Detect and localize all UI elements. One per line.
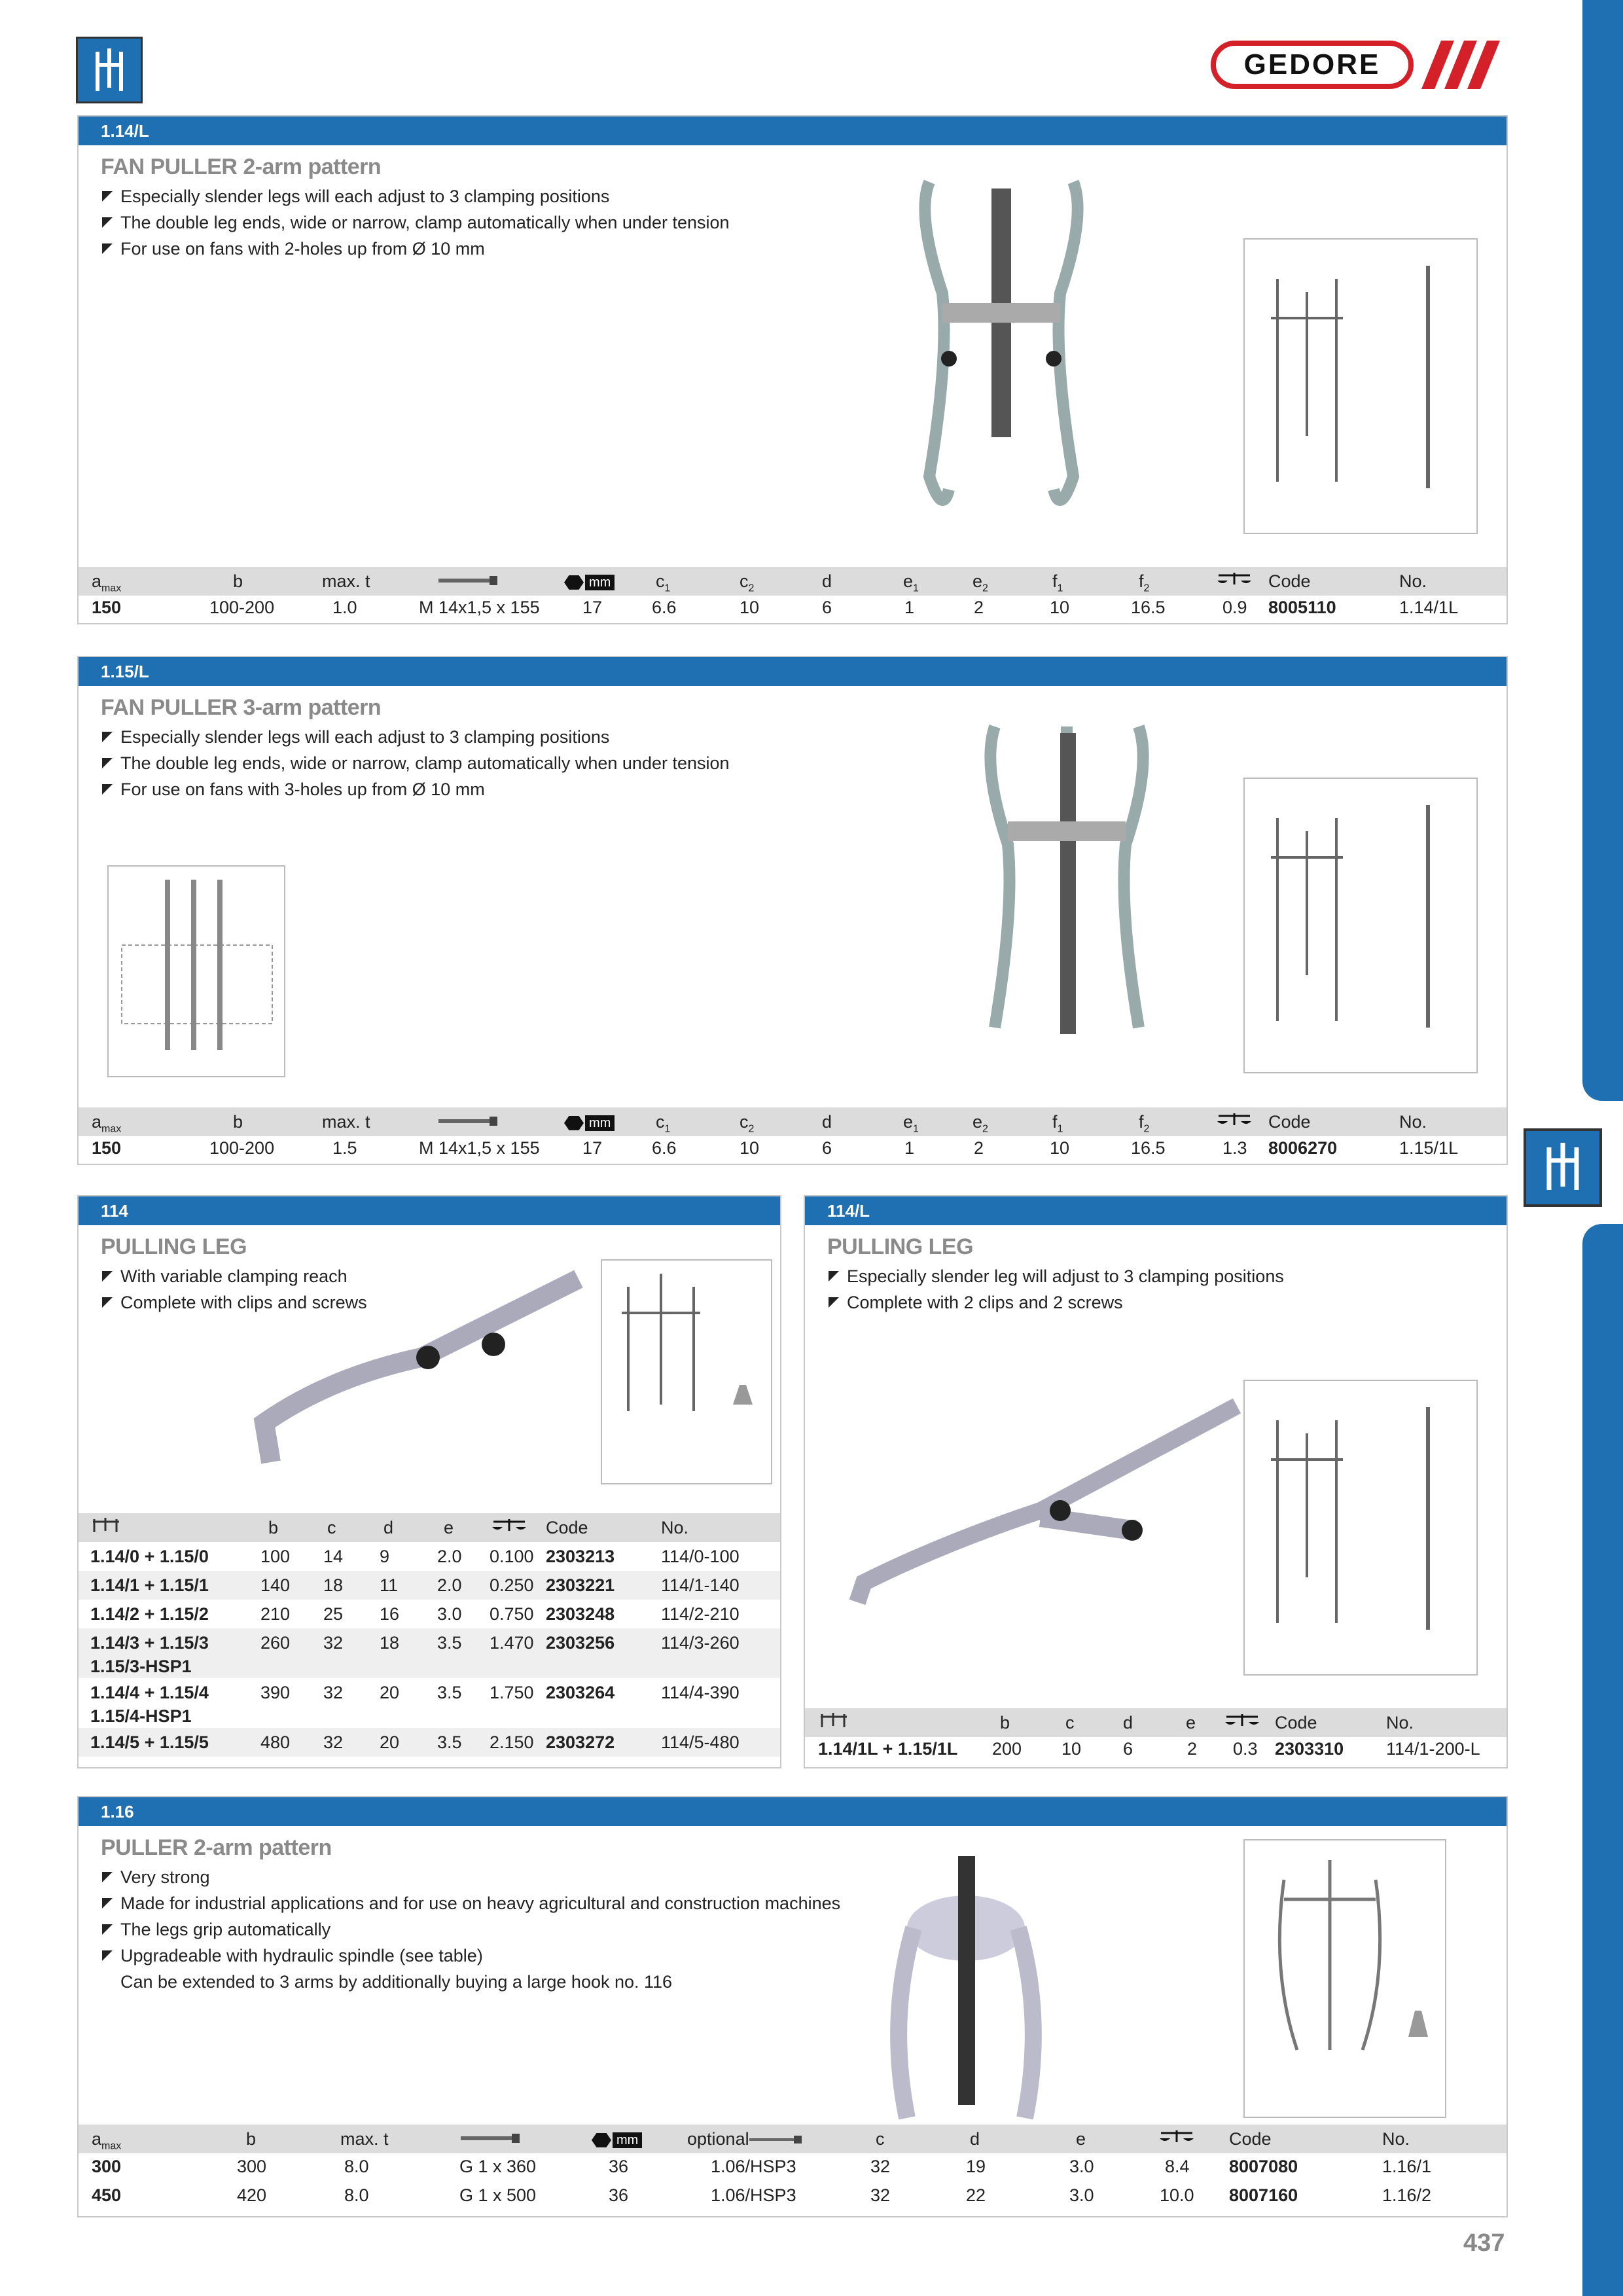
cell-code: 2303310 xyxy=(1275,1739,1344,1759)
spindle-icon xyxy=(438,567,497,596)
product-title: PULLER 2-arm pattern xyxy=(101,1835,332,1860)
header-c1: $c_1$ xyxy=(656,1112,671,1135)
table-row xyxy=(79,1571,780,1600)
cell-weight: 0.250 xyxy=(490,1575,534,1595)
header-no: No. xyxy=(661,1518,689,1537)
technical-drawing xyxy=(1243,1839,1446,2118)
product-photo xyxy=(969,713,1165,1054)
cell-weight: 0.9 xyxy=(1222,598,1247,617)
cell-c2: 10 xyxy=(740,598,760,617)
header-amax: $a_{max}$ xyxy=(92,1112,122,1135)
table-header xyxy=(79,1107,1507,1136)
cell-weight: 1.750 xyxy=(490,1683,534,1702)
header-f1: $f_1$ xyxy=(1052,571,1063,594)
cell-d: 6 xyxy=(1123,1739,1133,1759)
header-d: d xyxy=(822,1112,832,1132)
table-header xyxy=(805,1708,1507,1737)
cell-e: 3.0 xyxy=(437,1604,462,1624)
weight-icon xyxy=(491,1513,527,1542)
cell-c: 32 xyxy=(323,1683,344,1702)
cell-amax: 300 xyxy=(92,2157,122,2176)
technical-drawing xyxy=(1243,778,1478,1073)
cell-spindle: M 14x1,5 x 155 xyxy=(419,598,540,617)
section-bar: 114 xyxy=(79,1196,780,1225)
header-c: c xyxy=(1065,1713,1075,1732)
header-b: b xyxy=(233,571,243,591)
spindle-icon xyxy=(438,1107,497,1136)
table-row xyxy=(79,1542,780,1571)
header-e: e xyxy=(1186,1713,1196,1732)
cell-c: 32 xyxy=(870,2185,891,2205)
cell-weight: 8.4 xyxy=(1165,2157,1190,2176)
cell-e2: 2 xyxy=(974,1138,984,1158)
cell-d: 18 xyxy=(380,1633,400,1653)
bullet-item: Very strong xyxy=(101,1864,840,1890)
product-title: PULLING LEG xyxy=(827,1234,974,1259)
bullet-item: The legs grip automatically xyxy=(101,1916,840,1943)
cell-max-t: 1.5 xyxy=(332,1138,357,1158)
header-d: d xyxy=(970,2129,980,2149)
weight-icon xyxy=(1158,2125,1195,2153)
bullet-list xyxy=(101,183,730,262)
header-no: No. xyxy=(1382,2129,1410,2149)
technical-drawing xyxy=(1243,1380,1478,1676)
product-photo xyxy=(903,162,1099,529)
cell-mm: 17 xyxy=(582,598,603,617)
header-c2: $c_2$ xyxy=(740,1112,755,1135)
cell-b: 300 xyxy=(237,2157,267,2176)
header-optional: optional xyxy=(687,2125,802,2153)
cell-d: 20 xyxy=(380,1683,400,1702)
cell-e1: 1 xyxy=(904,598,915,617)
table-header xyxy=(79,1513,780,1542)
cell-e1: 1 xyxy=(904,1138,915,1158)
cell-d: 20 xyxy=(380,1732,400,1752)
side-category-icon xyxy=(1524,1128,1602,1207)
cell-no: 114/5-480 xyxy=(661,1732,740,1752)
table-header xyxy=(79,2125,1507,2153)
section-bar: 1.14/L xyxy=(79,117,1507,145)
technical-drawing xyxy=(1243,238,1478,534)
bullet-item: The double leg ends, wide or narrow, clamp automatically when under tension xyxy=(101,209,730,236)
header-amax: $a_{max}$ xyxy=(92,571,122,594)
header-c: c xyxy=(327,1518,336,1537)
cell-no: 1.15/1L xyxy=(1399,1138,1459,1158)
cell-b: 480 xyxy=(260,1732,291,1752)
cell-e: 2.0 xyxy=(437,1575,462,1595)
bullet-item: Especially slender legs will each adjust to 3 clamping positions xyxy=(101,183,730,209)
section-bar: 1.16 xyxy=(79,1797,1507,1826)
bullet-item: For use on fans with 3-holes up from Ø 10 mm xyxy=(101,776,730,802)
header-f1: $f_1$ xyxy=(1052,1112,1063,1135)
cell-model: 1.14/3 + 1.15/3 xyxy=(90,1633,209,1653)
cell-b: 100 xyxy=(260,1547,291,1566)
cell-e: 3.5 xyxy=(437,1633,462,1653)
sidebar-tab-bottom xyxy=(1582,1224,1623,2296)
cell-c2: 10 xyxy=(740,1138,760,1158)
section-pulling-leg-114L xyxy=(804,1195,1508,1768)
header-b: b xyxy=(233,1112,243,1132)
cell-d: 11 xyxy=(380,1575,399,1595)
header-code: Code xyxy=(1268,571,1311,591)
cell-e: 3.5 xyxy=(437,1732,462,1752)
cell-mm: 17 xyxy=(582,1138,603,1158)
cell-amax: 150 xyxy=(92,598,122,617)
cell-f2: 16.5 xyxy=(1131,1138,1166,1158)
header-amax: $a_{max}$ xyxy=(92,2129,122,2152)
header-b: b xyxy=(246,2129,257,2149)
weight-icon xyxy=(1216,1107,1253,1136)
cell-no: 114/3-260 xyxy=(661,1633,740,1653)
section-bar: 1.15/L xyxy=(79,657,1507,686)
header-no: No. xyxy=(1399,571,1427,591)
bullet-item: For use on fans with 2-holes up from Ø 10 mm xyxy=(101,236,730,262)
cell-weight: 2.150 xyxy=(490,1732,534,1752)
bullet-item: Made for industrial applications and for use on heavy agricultural and construction machines xyxy=(101,1890,840,1916)
cell-d: 6 xyxy=(822,1138,832,1158)
puller-icon xyxy=(818,1708,851,1737)
cell-weight: 1.3 xyxy=(1222,1138,1247,1158)
section-puller-2arm-116 xyxy=(77,1796,1508,2217)
bullet-item: Especially slender leg will adjust to 3 clamping positions xyxy=(827,1263,1284,1289)
cell-model: 1.14/1L + 1.15/1L xyxy=(818,1739,958,1759)
cell-model: 1.14/4 + 1.15/4 xyxy=(90,1683,209,1702)
header-code: Code xyxy=(546,1518,588,1537)
spindle-icon xyxy=(461,2125,520,2153)
cell-no: 114/2-210 xyxy=(661,1604,740,1624)
cell-c: 32 xyxy=(323,1732,344,1752)
category-icon xyxy=(76,37,143,103)
product-photo xyxy=(881,1850,1051,2138)
bullet-list xyxy=(827,1263,1284,1316)
header-code: Code xyxy=(1268,1112,1311,1132)
header-d: d xyxy=(1123,1713,1133,1732)
header-no: No. xyxy=(1399,1112,1427,1132)
bullet-item: With variable clamping reach xyxy=(101,1263,367,1289)
section-bar: 114/L xyxy=(805,1196,1507,1225)
cell-code: 8007080 xyxy=(1229,2157,1298,2176)
cell-model-alt: 1.15/4-HSP1 xyxy=(90,1706,192,1726)
cell-d: 22 xyxy=(966,2185,986,2205)
weight-icon xyxy=(1216,567,1253,596)
cell-weight: 0.3 xyxy=(1233,1739,1258,1759)
cell-no: 1.16/2 xyxy=(1382,2185,1432,2205)
table-row xyxy=(79,2181,1507,2210)
product-photo xyxy=(251,1259,605,1475)
cell-code: 8007160 xyxy=(1229,2185,1298,2205)
table-row xyxy=(805,1734,1507,1763)
cell-c: 14 xyxy=(323,1547,344,1566)
cell-b: 200 xyxy=(992,1739,1022,1759)
cell-e: 3.0 xyxy=(1069,2157,1094,2176)
cell-amax: 150 xyxy=(92,1138,122,1158)
product-title: FAN PULLER 2-arm pattern xyxy=(101,154,382,179)
page-number: 437 xyxy=(1463,2229,1505,2257)
header-d: d xyxy=(383,1518,394,1537)
cell-code: 2303221 xyxy=(546,1575,615,1595)
bullet-list xyxy=(101,724,730,802)
cell-model: 1.14/5 + 1.15/5 xyxy=(90,1732,209,1752)
cell-c: 25 xyxy=(323,1604,344,1624)
section-pulling-leg-114 xyxy=(77,1195,781,1768)
cell-model-alt: 1.15/3-HSP1 xyxy=(90,1657,192,1676)
cell-no: 114/4-390 xyxy=(661,1683,740,1702)
sidebar-tab-top xyxy=(1582,0,1623,1101)
cell-f2: 16.5 xyxy=(1131,598,1166,617)
cell-e: 2.0 xyxy=(437,1547,462,1566)
cell-mm: 36 xyxy=(609,2185,629,2205)
bullet-item: Complete with 2 clips and 2 screws xyxy=(827,1289,1284,1316)
cell-code: 2303272 xyxy=(546,1732,615,1752)
cell-spindle: G 1 x 500 xyxy=(459,2185,537,2205)
cell-no: 1.16/1 xyxy=(1382,2157,1432,2176)
cell-d: 6 xyxy=(822,598,832,617)
table-row xyxy=(79,593,1507,622)
cell-no: 114/1-140 xyxy=(661,1575,740,1595)
cell-mm: 36 xyxy=(609,2157,629,2176)
cell-c1: 6.6 xyxy=(652,1138,677,1158)
header-max-t: max. t xyxy=(322,571,370,591)
cell-spindle: M 14x1,5 x 155 xyxy=(419,1138,540,1158)
cell-optional: 1.06/HSP3 xyxy=(711,2157,796,2176)
cell-code: 2303248 xyxy=(546,1604,615,1624)
cell-spindle: G 1 x 360 xyxy=(459,2157,537,2176)
cell-model: 1.14/0 + 1.15/0 xyxy=(90,1547,209,1566)
cell-d: 16 xyxy=(380,1604,400,1624)
cell-code: 8005110 xyxy=(1268,598,1336,617)
header-code: Code xyxy=(1275,1713,1317,1732)
cell-weight: 1.470 xyxy=(490,1633,534,1653)
table-row xyxy=(79,1600,780,1628)
header-c1: $c_1$ xyxy=(656,571,671,594)
cell-d: 9 xyxy=(380,1547,390,1566)
cell-e: 3.0 xyxy=(1069,2185,1094,2205)
cell-b: 100-200 xyxy=(209,1138,275,1158)
puller-icon xyxy=(90,1513,123,1542)
cell-b: 210 xyxy=(260,1604,291,1624)
cell-code: 2303264 xyxy=(546,1683,615,1702)
cell-max-t: 8.0 xyxy=(344,2157,369,2176)
hex-mm-icon: mm xyxy=(592,2125,642,2153)
bullet-continuation: Can be extended to 3 arms by additionally buying a large hook no. 116 xyxy=(120,1972,673,1992)
cell-b: 420 xyxy=(237,2185,267,2205)
cell-no: 1.14/1L xyxy=(1399,598,1459,617)
cell-optional: 1.06/HSP3 xyxy=(711,2185,796,2205)
bullet-item: Complete with clips and screws xyxy=(101,1289,367,1316)
gedore-logo: GEDORE xyxy=(1211,41,1414,89)
hex-mm-icon: mm xyxy=(564,567,615,596)
cell-model: 1.14/2 + 1.15/2 xyxy=(90,1604,209,1624)
header-f2: $f_2$ xyxy=(1139,571,1150,594)
header-d: d xyxy=(822,571,832,591)
header-e: e xyxy=(1076,2129,1086,2149)
header-e1: $e_1$ xyxy=(903,571,919,594)
table-header xyxy=(79,567,1507,596)
cell-b: 390 xyxy=(260,1683,291,1702)
weight-icon xyxy=(1224,1708,1260,1737)
cell-f1: 10 xyxy=(1050,598,1070,617)
table-row xyxy=(79,1628,780,1678)
cell-c: 32 xyxy=(870,2157,891,2176)
header-max-t: max. t xyxy=(340,2129,389,2149)
technical-drawing xyxy=(601,1259,772,1484)
cell-e2: 2 xyxy=(974,598,984,617)
header-no: No. xyxy=(1386,1713,1414,1732)
cell-no: 114/0-100 xyxy=(661,1547,740,1566)
cell-weight: 0.100 xyxy=(490,1547,534,1566)
cell-c: 18 xyxy=(323,1575,344,1595)
cell-code: 2303256 xyxy=(546,1633,615,1653)
header-max-t: max. t xyxy=(322,1112,370,1132)
cell-code: 8006270 xyxy=(1268,1138,1338,1158)
table-row xyxy=(79,2152,1507,2181)
cell-d: 19 xyxy=(966,2157,986,2176)
bullet-item: The double leg ends, wide or narrow, clamp automatically when under tension xyxy=(101,750,730,776)
header-c: c xyxy=(876,2129,885,2149)
bullet-item: Especially slender legs will each adjust to 3 clamping positions xyxy=(101,724,730,750)
cell-b: 140 xyxy=(260,1575,291,1595)
cell-code: 2303213 xyxy=(546,1547,615,1566)
header-e: e xyxy=(444,1518,454,1537)
cell-amax: 450 xyxy=(92,2185,122,2205)
product-photo xyxy=(844,1393,1250,1615)
cell-no: 114/1-200-L xyxy=(1386,1739,1480,1759)
section-fan-puller-3arm xyxy=(77,656,1508,1165)
cell-weight: 0.750 xyxy=(490,1604,534,1624)
cell-model: 1.14/1 + 1.15/1 xyxy=(90,1575,209,1595)
cell-c: 32 xyxy=(323,1633,344,1653)
header-c2: $c_2$ xyxy=(740,571,755,594)
logo-stripes xyxy=(1421,41,1500,89)
header-e1: $e_1$ xyxy=(903,1112,919,1135)
table-row xyxy=(79,1728,780,1757)
cell-max-t: 1.0 xyxy=(332,598,357,617)
cell-weight: 10.0 xyxy=(1160,2185,1194,2205)
header-f2: $f_2$ xyxy=(1139,1112,1150,1135)
bullet-list xyxy=(101,1864,840,1995)
bullet-item: Upgradeable with hydraulic spindle (see table) xyxy=(101,1943,840,1969)
cell-b: 100-200 xyxy=(209,598,275,617)
cell-max-t: 8.0 xyxy=(344,2185,369,2205)
cell-c1: 6.6 xyxy=(652,598,677,617)
header-code: Code xyxy=(1229,2129,1272,2149)
table-row xyxy=(79,1678,780,1728)
usage-illustration xyxy=(107,865,285,1077)
cell-e: 3.5 xyxy=(437,1683,462,1702)
cell-b: 260 xyxy=(260,1633,291,1653)
header-e2: $e_2$ xyxy=(972,1112,988,1135)
product-title: FAN PULLER 3-arm pattern xyxy=(101,695,382,720)
cell-c: 10 xyxy=(1061,1739,1082,1759)
cell-e: 2 xyxy=(1187,1739,1198,1759)
product-title: PULLING LEG xyxy=(101,1234,247,1259)
table-row xyxy=(79,1134,1507,1162)
cell-f1: 10 xyxy=(1050,1138,1070,1158)
section-fan-puller-2arm xyxy=(77,115,1508,624)
header-b: b xyxy=(1000,1713,1010,1732)
hex-mm-icon: mm xyxy=(564,1107,615,1136)
header-e2: $e_2$ xyxy=(972,571,988,594)
header-b: b xyxy=(268,1518,279,1537)
